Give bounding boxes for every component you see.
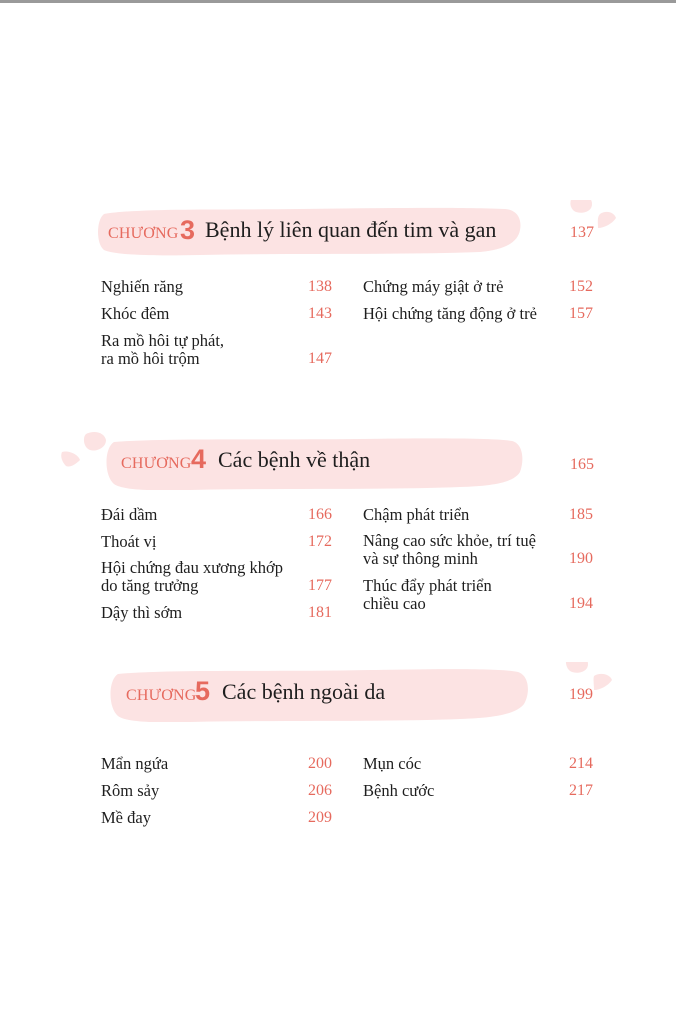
toc-entry[interactable] <box>101 277 332 296</box>
toc-entry[interactable] <box>101 808 332 827</box>
entry-page: 177 <box>308 577 332 594</box>
entry-title-line2: chiều cao <box>363 594 426 613</box>
entry-title-line1: Thúc đẩy phát triển <box>363 576 492 595</box>
entry-title: Thoát vị <box>101 532 157 551</box>
chapter-label: CHƯƠNG <box>108 225 179 242</box>
chapter-title[interactable]: Các bệnh ngoài da <box>222 679 386 704</box>
entry-title: Bệnh cước <box>363 781 435 800</box>
toc-entry[interactable] <box>363 304 593 323</box>
entry-title: Nghiến răng <box>101 277 184 296</box>
entry-title: Chứng máy giật ở trẻ <box>363 277 504 296</box>
chapter-page-number[interactable]: 199 <box>569 686 593 703</box>
chapter-4-header <box>0 430 676 490</box>
toc-entry[interactable] <box>101 532 332 551</box>
entry-page: 194 <box>569 595 593 612</box>
entry-page: 206 <box>308 782 332 799</box>
entry-title: Mẩn ngứa <box>101 754 169 773</box>
entry-page: 217 <box>569 782 593 799</box>
entry-page: 185 <box>569 506 593 523</box>
entry-page: 152 <box>569 278 593 295</box>
toc-entry[interactable] <box>363 277 593 296</box>
toc-entry[interactable] <box>363 754 593 773</box>
toc-entry[interactable] <box>101 558 332 596</box>
toc-entry[interactable] <box>101 754 332 773</box>
entry-title: Mụn cóc <box>363 754 422 773</box>
entry-page: 181 <box>308 604 332 621</box>
toc-entry[interactable] <box>363 531 593 569</box>
entry-title-line2: và sự thông minh <box>363 549 478 568</box>
entry-title: Khóc đêm <box>101 304 170 323</box>
entry-title-line1: Nâng cao sức khỏe, trí tuệ <box>363 531 536 550</box>
entry-page: 147 <box>308 350 332 367</box>
toc-entry[interactable] <box>101 603 332 622</box>
entry-title: Hội chứng tăng động ở trẻ <box>363 304 537 323</box>
entry-title-line2: do tăng trưởng <box>101 576 199 595</box>
toc-entry[interactable] <box>101 304 332 323</box>
entry-title: Rôm sảy <box>101 781 160 800</box>
chapter-label: CHƯƠNG <box>121 455 192 472</box>
toc-entry[interactable] <box>101 781 332 800</box>
toc-entry[interactable] <box>363 505 593 524</box>
chapter-page-number[interactable]: 137 <box>570 224 594 241</box>
entry-page: 190 <box>569 550 593 567</box>
entry-title: Đái dầm <box>101 505 158 524</box>
entry-title: Chậm phát triển <box>363 505 470 524</box>
chapter-number: 5 <box>195 676 211 706</box>
toc-entry[interactable] <box>101 331 332 369</box>
chapter-title[interactable]: Các bệnh về thận <box>218 447 371 472</box>
chapter-label: CHƯƠNG <box>126 687 197 704</box>
top-rule <box>0 0 676 3</box>
chapter-number: 4 <box>191 444 207 474</box>
entry-page: 166 <box>308 506 332 523</box>
entry-title-line1: Hội chứng đau xương khớp <box>101 558 283 577</box>
entry-title-line2: ra mồ hôi trộm <box>101 349 200 368</box>
entry-title: Mề đay <box>101 808 151 827</box>
chapter-5-header <box>0 662 676 722</box>
entry-page: 172 <box>308 533 332 550</box>
entry-page: 143 <box>308 305 332 322</box>
entry-page: 200 <box>308 755 332 772</box>
chapter-page-number[interactable]: 165 <box>570 456 594 473</box>
chapter-3-header <box>0 200 676 260</box>
toc-entry[interactable] <box>363 781 593 800</box>
entry-page: 209 <box>308 809 332 826</box>
entry-page: 157 <box>569 305 593 322</box>
entry-title: Dậy thì sớm <box>101 603 183 622</box>
chapter-title[interactable]: Bệnh lý liên quan đến tim và gan <box>205 217 497 242</box>
entry-page: 214 <box>569 755 593 772</box>
entry-page: 138 <box>308 278 332 295</box>
entry-title-line1: Ra mồ hôi tự phát, <box>101 331 225 350</box>
toc-entry[interactable] <box>363 576 593 614</box>
chapter-number: 3 <box>180 215 196 245</box>
toc-entry[interactable] <box>101 505 332 524</box>
